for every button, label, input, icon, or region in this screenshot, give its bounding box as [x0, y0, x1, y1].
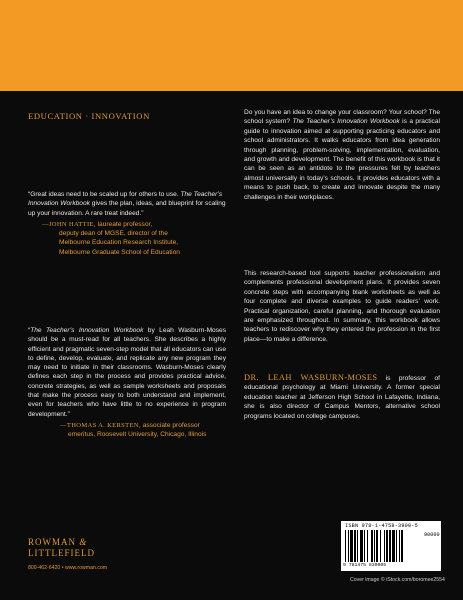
- isbn-text: ISBN 978-1-4758-3900-5: [345, 523, 418, 529]
- isbn-barcode: [341, 521, 441, 571]
- author-name: DR. LEAH WASBURN-MOSES: [244, 373, 378, 382]
- top-orange-band: [0, 0, 463, 91]
- price-code: 90000: [424, 532, 440, 538]
- publisher-contact: 800-462-6420 • www.rowman.com: [28, 565, 108, 571]
- endorser-name: —THOMAS A. KERSTEN,: [60, 421, 141, 429]
- author-bio: DR. LEAH WASBURN-MOSES is professor of educational psychology at Miami University. A former special education teacher at Jefferson High School in Lafayette, Indiana, she is also director of Campus Mentors, alternative school programs located on college campuses.: [244, 373, 440, 420]
- cover-image-credit: Cover image © iStock.com/boromee2554: [350, 577, 445, 583]
- quote-text: “Great ideas need to be scaled up for others to use. The Teacher’s Innovation Workbook gives the plan, ideas, and blueprint for scaling up your innovation. A rare treat indeed.”: [28, 191, 226, 217]
- endorsement-quote-hattie: [28, 190, 226, 257]
- quote-attribution: —THOMAS A. KERSTEN, associate professor emeritus, Roosevelt University, Chicago, Illinois: [60, 421, 207, 439]
- endorser-name: —JOHN HATTIE,: [42, 220, 96, 228]
- description-paragraph-2: This research-based tool supports teacher professionalism and complements professional development plans. It provides seven concrete steps with accompanying blank worksheets as well as four complete and diverse examples to guide readers’ work. Practical organization, careful planning, and thorough evaluation are emphasized throughout. In summary, this workbook allows teachers to rediscover why they entered the profession in the first place—to make a difference.: [244, 270, 440, 343]
- barcode-bars: [345, 530, 421, 562]
- endorsement-quote-kersten: [28, 326, 226, 440]
- quote-text: “The Teacher’s Innovation Workbook by Leah Wasburn-Moses should be a must-read for all teachers. She describes a highly efficient and pragmatic seven-step model that all educators can use to define, develop, evaluate, and replicate any new program they may need to initiate in their classrooms. Wasburn-Moses clearly defines each step in the process and provides practical advice, concrete strategies, as well as sample worksheets and proposals that make the process easy to both understand and implement, even for teachers who have little to no experience in program development.”: [28, 327, 226, 418]
- publisher-logo: ROWMAN & LITTLEFIELD: [28, 537, 95, 558]
- quote-attribution: —JOHN HATTIE, laureate professor, deputy dean of MGSE, director of the Melbourne Education Research Institute, Melbourne Graduate School of Education: [42, 220, 180, 256]
- description-paragraph-1: Do you have an idea to change your classroom? Your school? The school system? The Teacher’s Innovation Workbook is a practical guide to innovation aimed at supporting practicing educators and school administrators. It walks educators from idea generation through planning, problem-solving, implementation, evaluation, and growth and development. The benefit of this workbook is that it can be seen as an antidote to the pressures felt by teachers almost universally in today’s schools. It provides educators with a means to push back, to create and innovate despite the many challenges in their workplaces.: [244, 109, 440, 201]
- barcode-digits: 9 781475 839005: [343, 563, 387, 568]
- category-label: EDUCATION · INNOVATION: [28, 111, 150, 121]
